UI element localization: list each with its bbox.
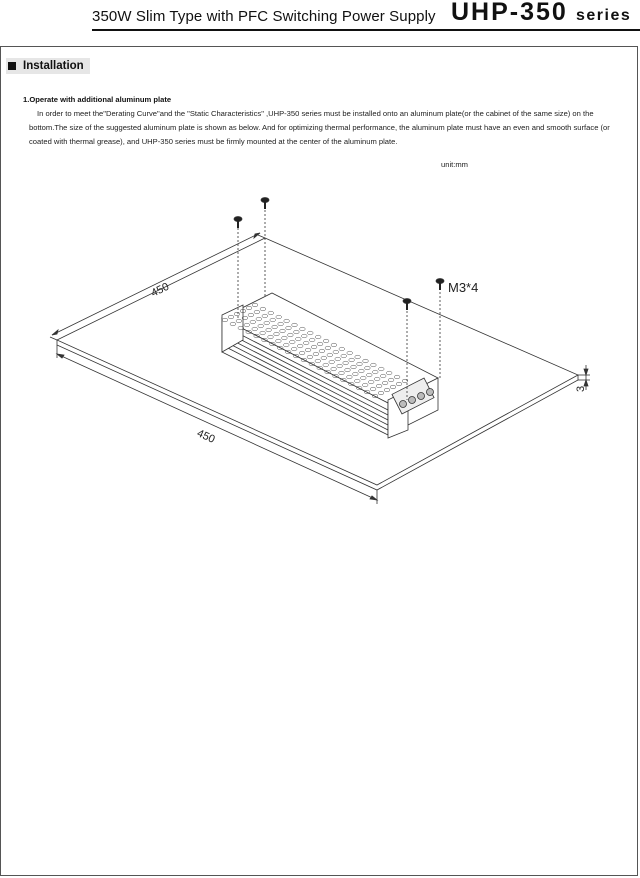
screw-2-icon <box>261 198 269 299</box>
header-subtitle: 350W Slim Type with PFC Switching Power Supply <box>92 8 436 25</box>
unit-label: unit:mm <box>441 160 469 169</box>
header-series: series <box>576 7 632 24</box>
power-supply-unit <box>222 293 438 438</box>
item-paragraph: In order to meet the"Derating Curve"and the "Static Characteristics" ,UHP-350 series must be installed onto an aluminum plate(or the cabinet of the same size) on the bottom.The size of the suggested aluminum plate is shown as below. And for optimizing thermal performance, the aluminum plate must have an even and smooth surface (or coated with thermal grease), and UHP-350 series must be firmly mounted at the center of the aluminum plate. <box>29 109 610 146</box>
item-title: 1.Operate with additional aluminum plate <box>23 95 172 104</box>
screw-1-icon <box>234 217 242 319</box>
header-model: UHP-350 <box>451 0 568 26</box>
section-title: Installation <box>6 58 90 74</box>
screw-4-icon <box>436 279 444 379</box>
screw-label: M3*4 <box>448 280 479 295</box>
dim-label-depth: 450 <box>149 280 172 300</box>
dim-label-width: 450 <box>195 427 217 446</box>
dim-label-thickness: 3 <box>575 385 587 392</box>
